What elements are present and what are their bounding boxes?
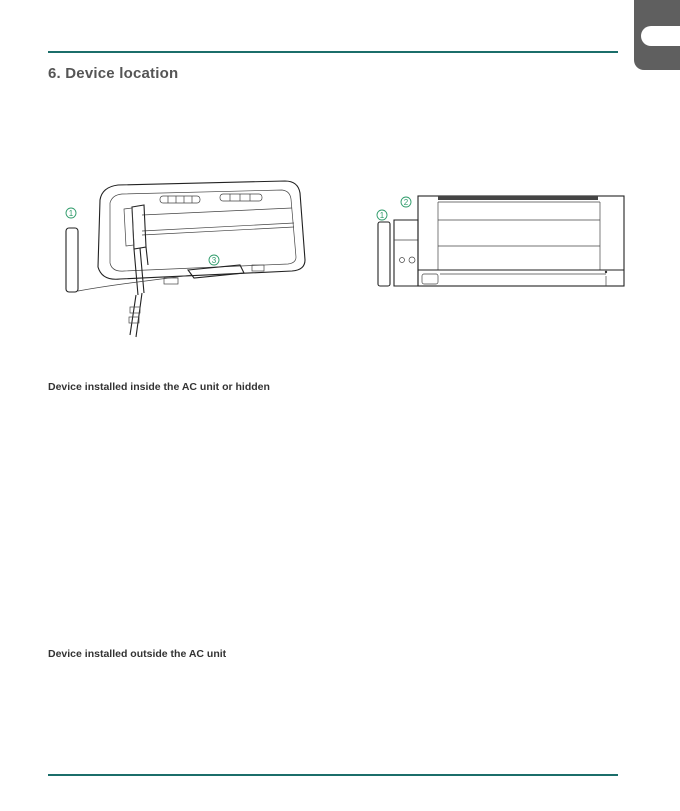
unit-top-grill xyxy=(160,194,262,203)
external-sensor xyxy=(378,222,390,286)
header-rule xyxy=(48,51,618,53)
external-device xyxy=(394,220,418,286)
section-title: 6. Device location xyxy=(48,65,179,82)
footer-rule xyxy=(48,774,618,776)
callout-1-label: 1 xyxy=(379,211,385,220)
caption-device-inside: Device installed inside the AC unit or hidden xyxy=(48,381,270,393)
callout-2-label: 2 xyxy=(403,198,409,207)
ac-unit-external-illustration xyxy=(370,190,630,300)
language-tab-marker xyxy=(641,26,680,46)
callout-1-label: 1 xyxy=(68,209,74,218)
internal-device xyxy=(188,265,244,278)
ac-unit-internal-illustration xyxy=(60,175,320,345)
ac-unit-front xyxy=(418,196,624,286)
caption-device-outside: Device installed outside the AC unit xyxy=(48,648,227,660)
callout-3-label: 3 xyxy=(211,256,217,265)
external-sensor xyxy=(66,228,78,292)
